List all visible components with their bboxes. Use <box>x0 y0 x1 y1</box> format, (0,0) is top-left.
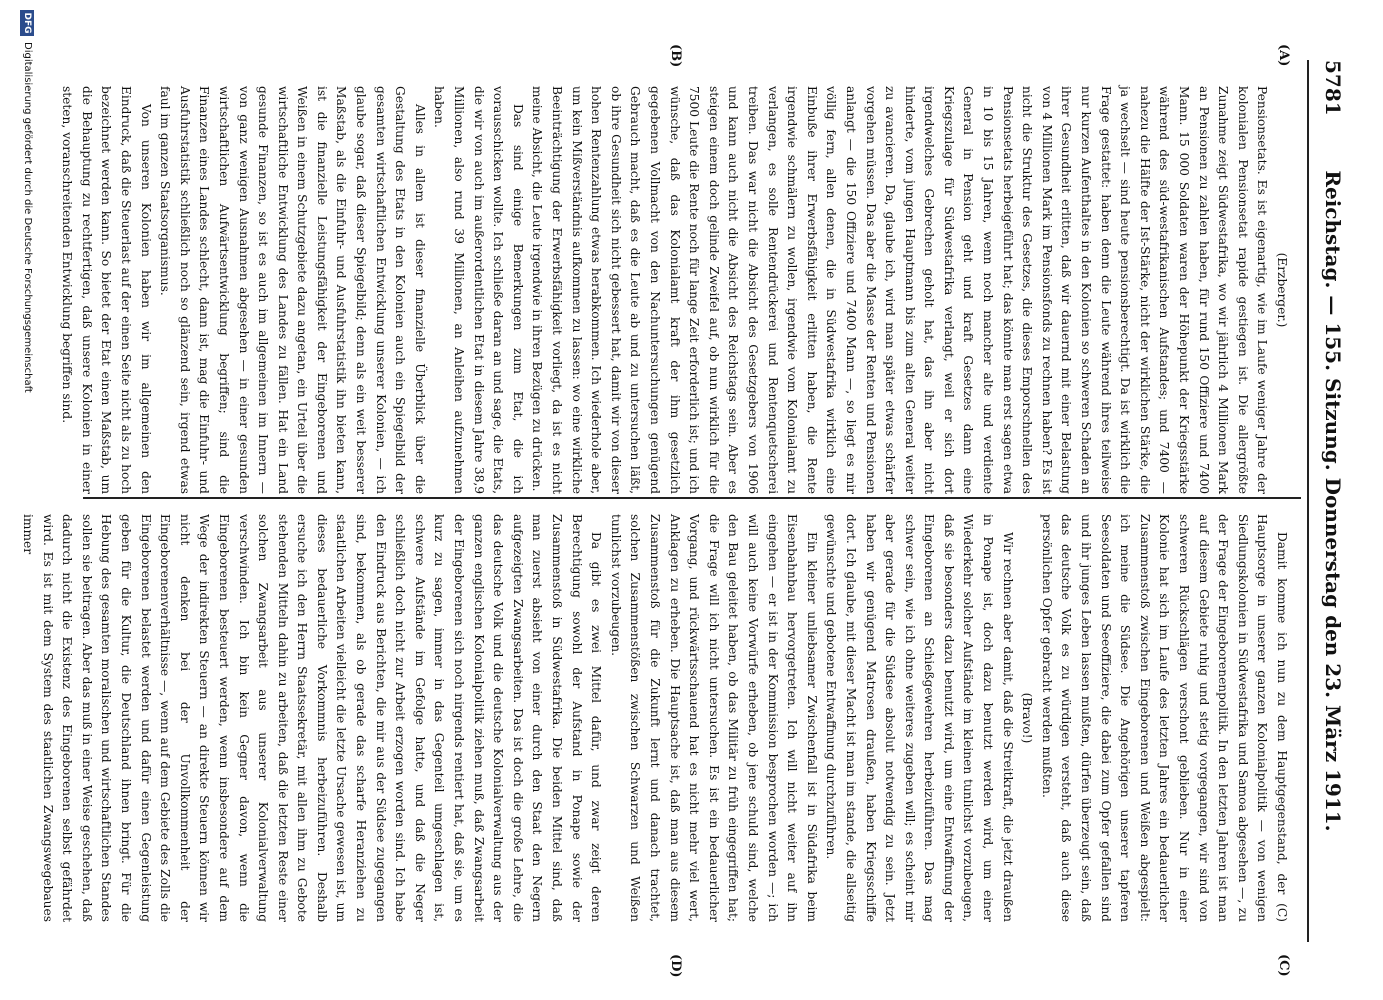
page-title: Reichstag. — 155. Sitzung. Donnerstag den 23. März 1911. <box>1321 170 1345 832</box>
margin-mark-b: (B) <box>668 44 683 68</box>
funding-note: Digitalisierung gefördert durch die Deutsche Forschungsgemeinschaft <box>22 42 33 393</box>
margin-mark-c: (C) <box>1276 954 1291 977</box>
speaker-name: (Erzberger.) <box>1275 252 1289 328</box>
footer <box>8 0 38 1000</box>
column-rule <box>83 497 1301 499</box>
left-column <box>60 86 1291 494</box>
margin-mark-d: (D) <box>668 954 683 978</box>
paragraph: Wir rechnen aber damit, daß die Streitkraft, die jetzt draußen in Ponape ist, doch dazu benutzt werden wird, um einer Wiederkehr solcher Aufstände im kleinen tunlichst vorzubeugen, daß sie besonders dazu benutzt wird, um eine Entwaffnung der Eingeborenen an Schießgewehren herbeizuführen. Das mag schwer sein, wie ich ohne weiteres zugeben will; es scheint mir aber gerade für die Südsee absolut notwendig zu sein. Jetzt haben wir genügend Matrosen draußen, haben Kriegsschiffe dort. Ich glaube, mit dieser Macht ist man im stande, die allseitig gewünschte und gebotene Entwaffnung durchzuführen. <box>824 514 1015 922</box>
paragraph: Damit komme ich nun zu dem Hauptgegenstand, der (C) Hauptsorge in unserer ganzen Kolonialpolitik — von wenigen Siedlungskolonien in Südwestafrika und Samoa abgesehen —, zu der Frage der Eingeborenenpolitik. In den letzten Jahren ist man auf diesem Gebiete ruhig und stetig vorgegangen, wir sind von schweren Rückschlägen verschont geblieben. Nur in einer Kolonie hat sich im Laufe des letzten Jahres ein bedauerlicher Zusammenstoß zwischen Eingeborenen und Weißen abgespielt: ich meine die Südsee. Die Angehörigen unserer tapferen Seesoldaten und Seeoffiziere, die dabei zum Opfer gefallen sind und ihr junges Leben lassen mußten, dürfen überzeugt sein, daß das deutsche Volk es zu würdigen versteht, daß auch diese persönlichen Opfer gebracht werden mußten. <box>1039 514 1289 922</box>
right-column <box>21 514 1291 922</box>
paragraph: Von unseren Kolonien haben wir im allgemeinen den Eindruck, daß die Steuerlast auf der einen Seite nicht als zu hoch bezeichnet werden kann. So bietet der Etat einen Maßstab, um die Behauptung zu rechtfertigen, daß unsere Kolonien in einer steten, voranschreitenden Entwicklung begriffen sind. <box>60 86 153 494</box>
paragraph: Alles in allem ist dieser finanzielle Überblick über die Gestaltung des Etats in den Kolonien auch ein Spiegelbild der gesamten wirtschaftlichen Entwicklung unserer Kolonien, — ich glaube sogar, daß dieser Spiegelbild; denn als ein weit besserer Maßstab, als die Einfuhr- und Ausfuhrstatistik ihn bieten kann, ist die finanzielle Leistungsfähigkeit der Eingeborenen und Weißen in einem Schutzgebiete dazu angetan, ein Urteil über die wirtschaftliche Entwicklung des Landes zu fällen. Hat ein Land gesunde Finanzen, so ist es auch im allgemeinen im Innern — von ganz wenigen Ausnahmen abgesehen — in einer gesunden wirtschaftlichen Aufwärtsentwicklung begriffen; sind die Finanzen eines Landes schlecht, dann ist, mag die Einfuhr- und Ausfuhrstatistik schließlich noch so glänzend sein, irgend etwas faul im ganzen Staatsorganismus. <box>158 86 427 494</box>
page-number: 5781 <box>1321 60 1345 116</box>
paragraph: Da gibt es zwei Mittel dafür, und zwar zeigt deren Berechtigung sowohl der Aufstand in Ponape sowie der Zusammenstoß in Südwestafrika. Die beiden Mittel sind, daß man zuerst absieht von einer durch den Staat den Negern aufgezeigten Zwangsarbeiten. Das ist doch die große Lehre, die das deutsche Volk und die deutsche Kolonialverwaltung aus der ganzen englischen Kolonialpolitik ziehen muß, daß Zwangsarbeit der Eingeborenen sich noch nirgends rentiert hat, daß sie, um es kurz zu sagen, immer in das Gegenteil umgeschlagen ist, schwere Aufstände im Gefolge hatte, und daß die Neger schließlich doch nicht zur Arbeit erzogen worden sind. Ich habe den Eindruck aus Berichten, die mir aus der Südsee zugegangen sind, bekommen, als ob gerade das scharfe Heranziehen zu staatlichen Arbeiten vielleicht die letzte Ursache gewesen ist, um dieses bedauerliche Vorkommnis herbeizuführen. Deshalb ersuche ich den Herrn Staatssekretär, mit allen ihm zu Gebote stehenden Mitteln dahin zu arbeiten, daß die letzten Reste einer solchen Zwangsarbeit aus unserer Kolonialverwaltung verschwinden. Ich bin kein Gegner davon, wenn die Eingeborenen besteuert werden, wenn insbesondere auf dem Wege der indirekten Steuern — an direkte Steuern können wir nicht denken bei der Unvollkommenheit der Eingeborenenverhältnisse —, wenn auf dem Gebiete des Zolls die Eingeborenen belastet werden und dafür einen Gegenleistung geben für die Kultur, die Deutschland ihnen bringt. Für die Hebung des gesamten moralischen und wirtschaftlichen Standes sollen sie beitragen. Aber das muß in einer Weise geschehen, daß dadurch nicht die Existenz des Eingeborenen selbst gefährdet wird. Es ist mit dem System des staatlichen Zwangswegebaues immer <box>21 514 604 922</box>
paragraph: Ein kleiner unliebsamer Zwischenfall ist in Südafrika beim Eisenbahnbau hervorgetreten. Ich will nicht weiter auf ihn eingehen — er ist in der Kommission besprochen worden —; ich will auch keine Vorwürfe erheben, ob jene schuld sind, welche den Bau geleitet haben, ob das Militär zu früh eingegriffen hat; die Frage will ich nicht untersuchen. Es ist ein bedauerlicher Vorgang, und rückwärtsschauend hat es nicht mehr viel wert, Anklagen zu erheben. Die Hauptsache ist, daß man aus diesem Zusammenstoß für die Zukunft lernt und danach trachtet, solchen Zusammenstößen zwischen Schwarzen und Weißen tunlichst vorzubeugen. <box>608 514 819 922</box>
interjection: (Bravo!) <box>1020 692 1035 744</box>
paragraph: Das sind einige Bemerkungen zum Etat, die ich vorausschicken wollte. Ich schließe daran an und sage, die Etats, die wir von auch im außerordentlichen Etat in diesem Jahre 38,9 Millionen, also rund 39 Millionen, an Anleihen aufzunehmen haben. <box>432 86 525 494</box>
dfg-logo-icon: DFG <box>20 10 34 36</box>
paragraph: Pensionsetats. Es ist eigenartig, wie im Laufe weniger Jahre der kolonialen Pensionsetat rapide gestiegen ist. Die allergrößte Zunahme zeigt Südwestafrika, wo wir jährlich 4 Millionen Mark an Pensionen zu zahlen haben, für rund 150 Offiziere und 7400 Mann. 15 000 Soldaten waren der Höhepunkt der Kriegsstärke während des süd-westafrikanischen Aufstandes; und 7400 — nahezu die Hälfte der Ist-Stärke, nicht der wirklichen Stärke, die ja wechselt — sind heute pensionsberechtigt. Da ist wirklich die Frage gestattet: haben denn die Leute während ihres teilweise nur kurzen Aufenthaltes in den Kolonien so schweren Schaden an ihrer Gesundheit erlitten, daß wir dauernd mit einer Belastung von 4 Millionen Mark im Pensionsfonds zu rechnen haben? Es ist nicht die Struktur des Gesetzes, die dieses Emporschnellen des Pensionsetats herbeigeführt hat; das könnte man erst sagen etwa in 10 bis 15 Jahren, wenn noch mancher alte und verdiente General in Pension geht und kraft Gesetzes dann eine Kriegszulage für Südwestafrika verlangt, weil er sich dort irgendwelches Gebrechen geholt hat, das ihn aber nicht hinderte, vom jungen Hauptmann bis zum alten General weiter zu avancieren. Da, glaube ich, wird man später etwas schärfer vorgehen müssen. Das aber die Masse der Renten und Pensionen anlangt — die 150 Offiziere und 7400 Mann —, so liegt es mir völlig fern, allen denen, die in Südwestafrika wirklich eine Einbuße ihrer Erwerbsfähigkeit erlitten haben, die Rente irgendwie schmälern zu wollen, irgendwie vom Kolonialamt zu verlangen, es solle Rentendrückerei und Rentenquetscherei treiben. Das war nicht die Absicht des Gesetzgebers von 1906 und kann auch nicht die Absicht des Reichstags sein. Aber es steigen einem doch gelinde Zweifel auf, ob nun wirklich für die 7500 Leute die Rente noch für lange Zeit erforderlich ist; und ich wünsche, daß das Kolonialamt kraft der ihm gesetzlich gegebenen Vollmacht von den Nachuntersuchungen genügend Gebrauch macht, daß es die Leute ab und zu untersuchen läßt, ob ihre Gesundheit sich nicht gebessert hat, damit wir von dieser hohen Rentenzahlung etwas herabkommen. Ich wiederhole aber, um kein Mißverständnis aufkommen zu lassen: wo eine wirkliche Beeinträchtigung der Erwerbsfähigkeit vorliegt, da ist es nicht meine Absicht, die Leute irgendwie in ihren Bezügen zu drücken. <box>530 86 1270 494</box>
page-header <box>1307 60 1355 942</box>
margin-mark-a: (A) <box>1276 44 1291 67</box>
